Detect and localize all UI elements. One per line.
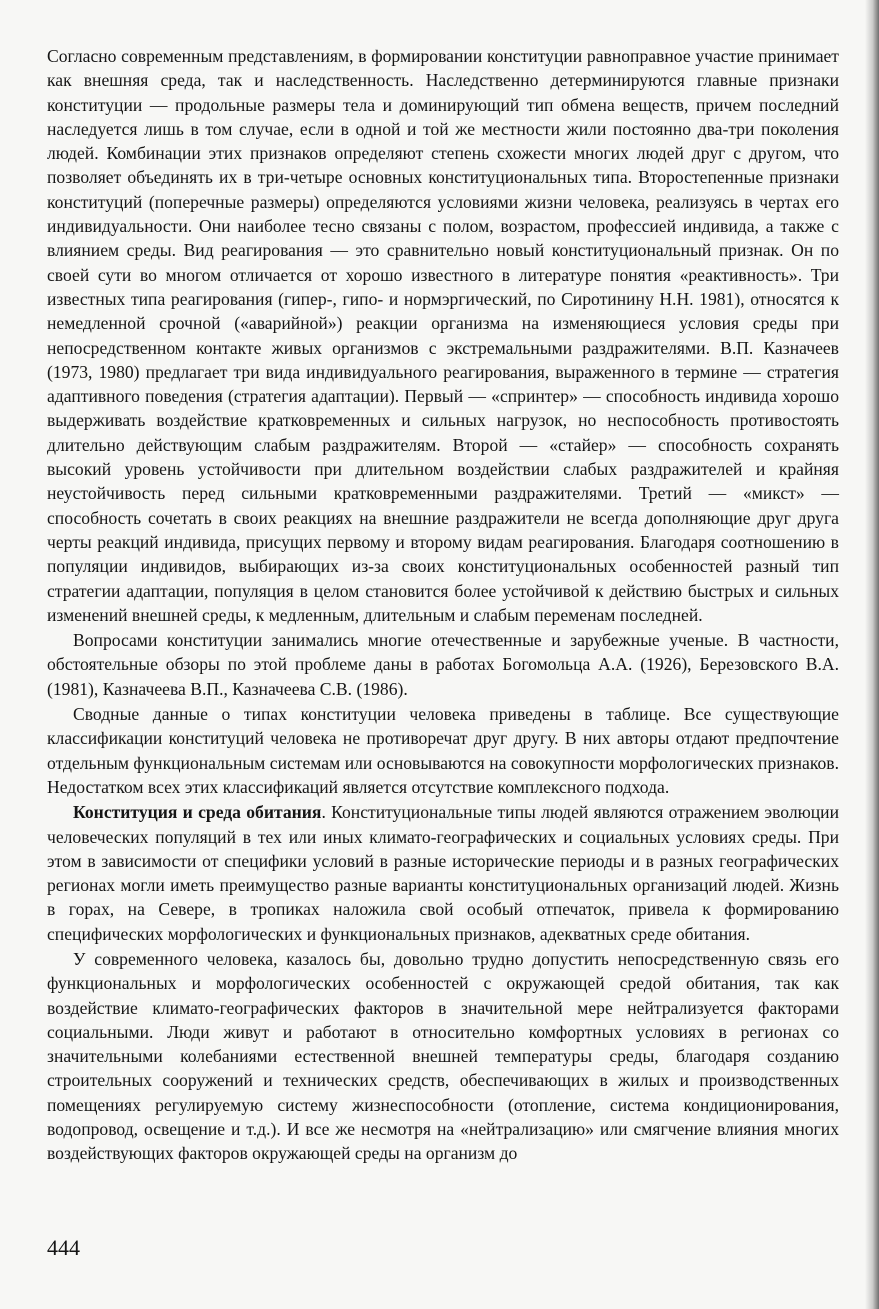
body-text (47, 44, 839, 1166)
paragraph-3-text: Сводные данные о типах конституции человека приведены в таблице. Все существующие классификации конституций человека не противоречат друг другу. В них авторы отдают предпочтение отдельным функциональным системам или основываются на совокупности морфологических признаков. Недостатком всех этих классификаций является отсутствие комплексного подхода. (47, 704, 839, 797)
paragraph-5 (47, 947, 839, 1166)
page-number: 444 (47, 1235, 80, 1260)
paragraph-5-text: У современного человека, казалось бы, довольно трудно допустить непосредственную связь его функциональных и морфологических особенностей с окружающей средой обитания, так как воздействие климато-географических факторов в значительной мере нейтрализуется факторами социальными. Люди живут и работают в относительно комфортных условиях в регионах со значительными колебаниями естественной внешней температуры среды, благодаря созданию строительных сооружений и технических средств, обеспечивающих в жилых и производственных помещениях регулируемую систему жизнеспособности (отопление, система кондиционирования, водопровод, освещение и т.д.). И все же несмотря на «нейтрализацию» или смягчение влияния многих воздействующих факторов окружающей среды на организм до (47, 948, 839, 1164)
paragraph-4-text: . Конституциональные типы людей являются отражением эволюции человеческих популяций в тех или иных климато-географических и социальных условиях среды. При этом в зависимости от специфики условий в разные исторические периоды и в разных географических регионах могли иметь преимущество разные варианты конституциональных организаций людей. Жизнь в горах, на Севере, в тропиках наложила свой особый отпечаток, привела к формированию специфических морфологических и функциональных признаков, адекватных среде обитания. (47, 802, 839, 944)
scan-edge-shadow (865, 0, 879, 1309)
paragraph-4-bold-lead: Конституция и среда обитания (73, 802, 322, 823)
paragraph-1-text: Согласно современным представлениям, в формировании конституции равноправное участие принимает как внешняя среда, так и наследственность. Наследственно детерминируются главные признаки конституции — продольные размеры тела и доминирующий тип обмена веществ, причем последний наследуется лишь в том случае, если в одной и той же местности жили постоянно два-три поколения людей. Комбинации этих признаков определяют степень схожести многих людей друг с другом, что позволяет объединять их в три-четыре основных конституциональных типа. Второстепенные признаки конституций (поперечные размеры) определяются условиями жизни человека, реализуясь в чертах его индивидуальности. Они наиболее тесно связаны с полом, возрастом, профессией индивида, а также с влиянием среды. Вид реагирования — это сравнительно новый конституциональный признак. Он по своей сути во многом отличается от хорошо известного в литературе понятия «реактивность». Три известных типа реагирования (гипер-, гипо- и нормэргический, по Сиротинину Н.Н. 1981), относятся к немедленной срочной («аварийной») реакции организма на изменяющиеся условия среды при непосредственном контакте живых организмов с экстремальными раздражителями. В.П. Казначеев (1973, 1980) предлагает три вида индивидуального реагирования, выраженного в термине — стратегия адаптивного поведения (стратегия адаптации). Первый — «спринтер» — способность индивида хорошо выдерживать воздействие кратковременных и сильных нагрузок, но неспособность противостоять длительно действующим слабым раздражителям. Второй — «стайер» — способность сохранять высокий уровень устойчивости при длительном воздействии слабых раздражителей и крайняя неустойчивость перед сильными кратковременными раздражителями. Третий — «микст» — способность сочетать в своих реакциях на внешние раздражители не всегда дополняющие друг друга черты реакций индивида, присущих первому и второму видам реагирования. Благодаря соотношению в популяции индивидов, выбирающих из-за своих конституциональных особенностей разный тип стратегии адаптации, популяция в целом становится более устойчивой к действию быстрых и сильных изменений внешней среды, к медленным, длительным и слабым переменам последней. (47, 46, 839, 625)
paragraph-2-text: Вопросами конституции занимались многие отечественные и зарубежные ученые. В частности, обстоятельные обзоры по этой проблеме даны в работах Богомольца А.А. (1926), Березовского В.А. (1981), Казначеева В.П., Казначеева С.В. (1986). (47, 630, 839, 699)
paragraph-2 (47, 628, 839, 701)
paragraph-1 (47, 44, 839, 627)
paragraph-4 (47, 800, 839, 946)
paragraph-3 (47, 702, 839, 799)
